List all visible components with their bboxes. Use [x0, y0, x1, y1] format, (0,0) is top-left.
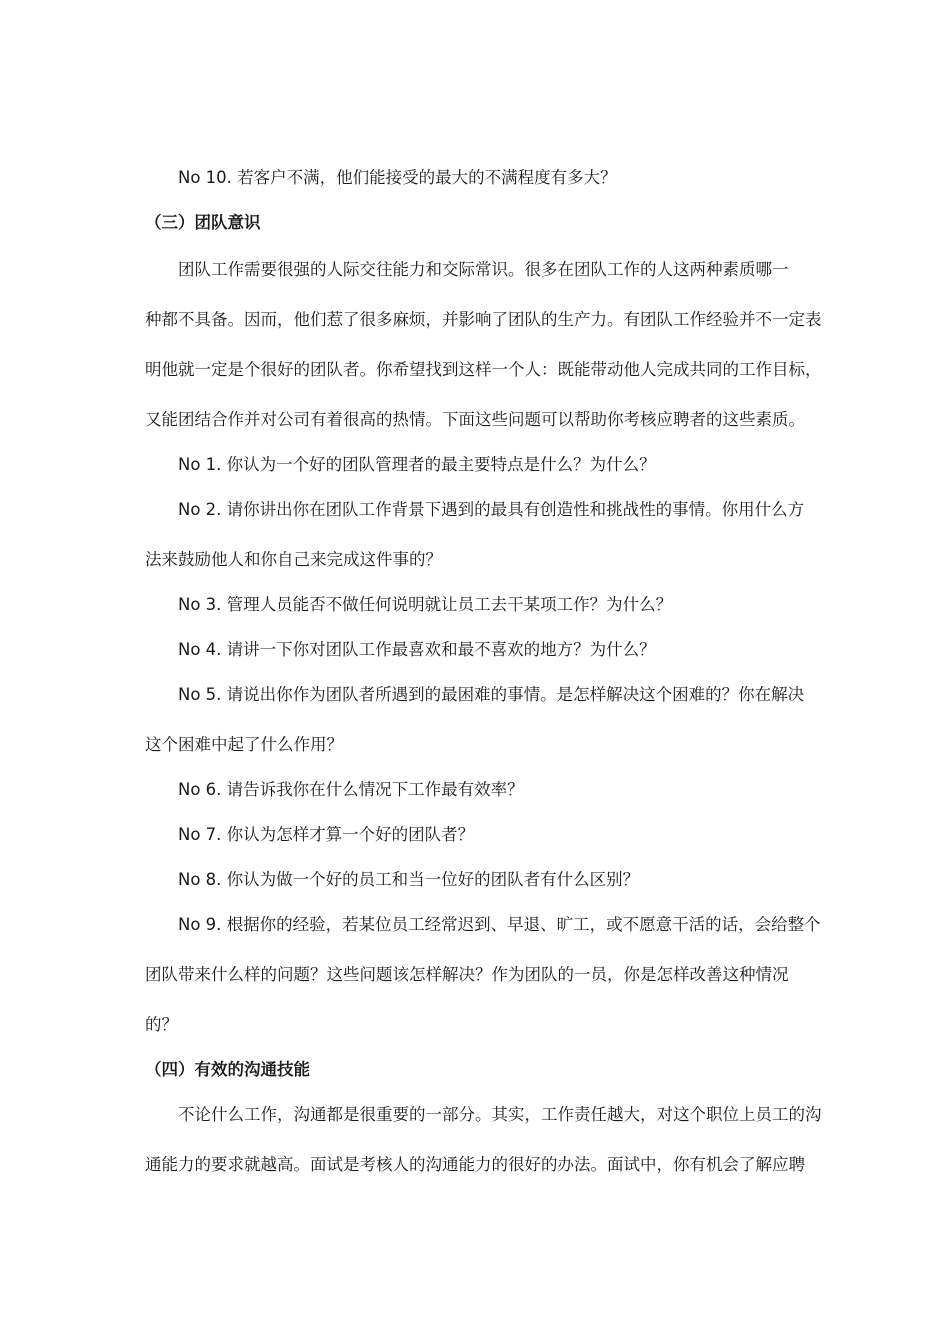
question-4: No 4. 请讲一下你对团队工作最喜欢和最不喜欢的地方？为什么？	[178, 640, 656, 659]
paragraph-line: 又能团结合作并对公司有着很高的热情。下面这些问题可以帮助你考核应聘者的这些素质。	[145, 410, 805, 429]
question-9-cont: 团队带来什么样的问题？这些问题该怎样解决？作为团队的一员，你是怎样改善这种情况	[145, 965, 789, 984]
question-2-cont: 法来鼓励他人和你自己来完成这件事的？	[145, 550, 442, 569]
question-2: No 2. 请你讲出你在团队工作背景下遇到的最具有创造性和挑战性的事情。你用什么方	[178, 500, 805, 519]
question-6: No 6. 请告诉我你在什么情况下工作最有效率？	[178, 780, 524, 799]
question-1: No 1. 你认为一个好的团队管理者的最主要特点是什么？为什么？	[178, 455, 656, 474]
section-heading-teamwork: （三）团队意识	[145, 213, 261, 232]
question-7: No 7. 你认为怎样才算一个好的团队者？	[178, 825, 475, 844]
paragraph-line: 种都不具备。因而，他们惹了很多麻烦，并影响了团队的生产力。有团队工作经验并不一定表	[145, 310, 822, 329]
paragraph-line: 团队工作需要很强的人际交往能力和交际常识。很多在团队工作的人这两种素质哪一	[178, 260, 789, 279]
paragraph-line: 不论什么工作，沟通都是很重要的一部分。其实，工作责任越大，对这个职位上员工的沟	[178, 1105, 822, 1124]
question-9: No 9. 根据你的经验，若某位员工经常迟到、早退、旷工，或不愿意干活的话，会给整个	[178, 915, 821, 934]
section-heading-communication: （四）有效的沟通技能	[145, 1060, 310, 1079]
question-5-cont: 这个困难中起了什么作用？	[145, 735, 343, 754]
question-9-cont: 的？	[145, 1015, 178, 1034]
question-5: No 5. 请说出你作为团队者所遇到的最困难的事情。是怎样解决这个困难的？你在解决	[178, 685, 805, 704]
question-8: No 8. 你认为做一个好的员工和当一位好的团队者有什么区别？	[178, 870, 640, 889]
question-3: No 3. 管理人员能否不做任何说明就让员工去干某项工作？为什么？	[178, 595, 673, 614]
question-10: No 10. 若客户不满，他们能接受的最大的不满程度有多大？	[178, 168, 617, 187]
paragraph-line: 通能力的要求就越高。面试是考核人的沟通能力的很好的办法。面试中，你有机会了解应聘	[145, 1155, 805, 1174]
paragraph-line: 明他就一定是个很好的团队者。你希望找到这样一个人：既能带动他人完成共同的工作目标，	[145, 360, 822, 379]
